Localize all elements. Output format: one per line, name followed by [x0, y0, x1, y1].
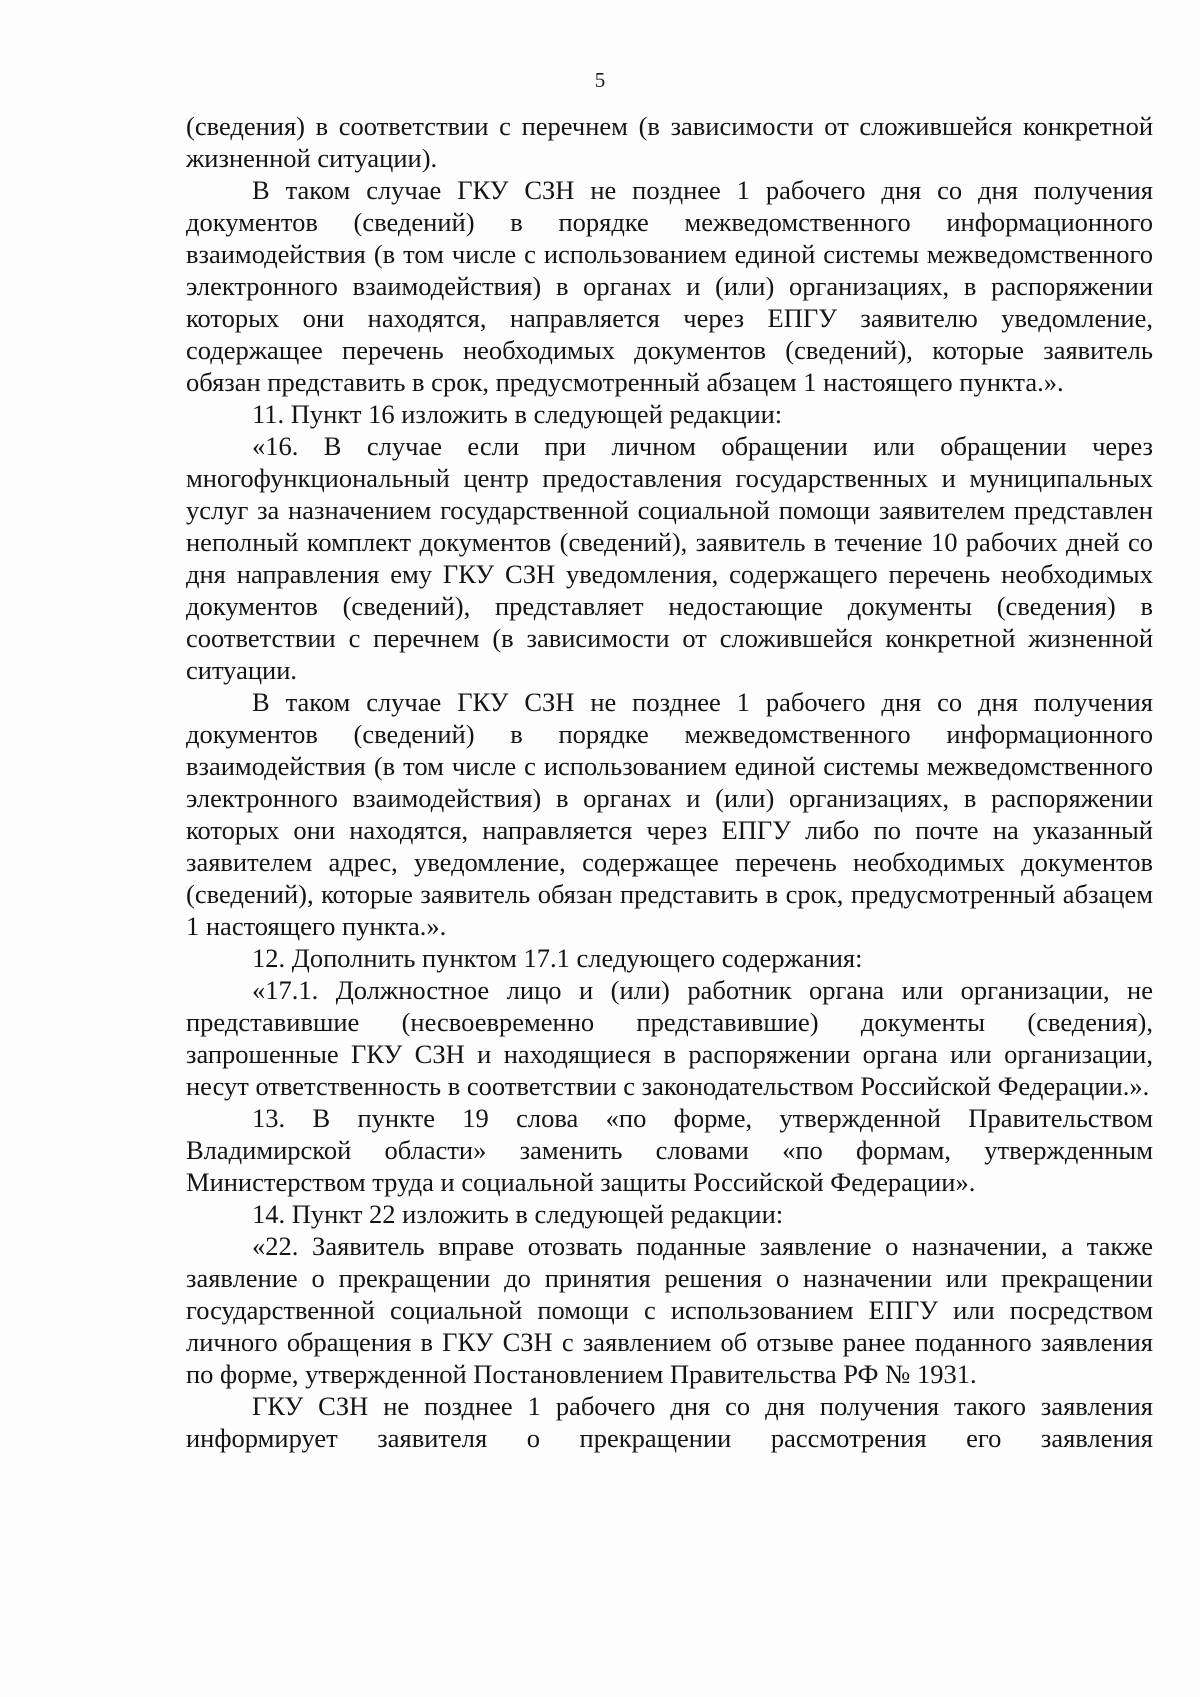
paragraph-p5: В таком случае ГКУ СЗН не позднее 1 рабочего дня со дня получения документов (сведений) в порядке межведомственного информационного взаимодействия (в том числе с использованием единой системы межведомственного электронного взаимодействия) в органах и (или) организациях, в распоряжении которых они находятся, направляется через ЕПГУ либо по почте на указанный заявителем адрес, уведомление, содержащее перечень необходимых документов (сведений), которые заявитель обязан представить в срок, предусмотренный абзацем 1 настоящего пункта.».	[186, 687, 1153, 941]
paragraph-p2: В таком случае ГКУ СЗН не позднее 1 рабочего дня со дня получения документов (сведений) в порядке межведомственного информационного взаимодействия (в том числе с использованием единой системы межведомственного электронного взаимодействия) в органах и (или) организациях, в распоряжении которых они находятся, направляется через ЕПГУ заявителю уведомление, содержащее перечень необходимых документов (сведений), которые заявитель обязан представить в срок, предусмотренный абзацем 1 настоящего пункта.».	[186, 175, 1153, 397]
paragraph-p10: «22. Заявитель вправе отозвать поданные заявление о назначении, а также заявление о прекращении до принятия решения о назначении или прекращении государственной социальной помощи с использованием ЕПГУ или посредством личного обращения в ГКУ СЗН с заявлением об отзыве ранее поданного заявления по форме, утвержденной Постановлением Правительства РФ № 1931.	[186, 1231, 1153, 1389]
paragraph-p8: 13. В пункте 19 слова «по форме, утвержденной Правительством Владимирской области» заменить словами «по формам, утвержденным Министерством труда и социальной защиты Российской Федерации».	[186, 1103, 1153, 1197]
page-number: 5	[594, 68, 606, 92]
paragraph-p1: (сведения) в соответствии с перечнем (в зависимости от сложившейся конкретной жизненной ситуации).	[186, 111, 1153, 173]
document-body	[186, 110, 1153, 1454]
paragraph-p3: 11. Пункт 16 изложить в следующей редакции:	[252, 399, 783, 429]
paragraph-p4: «16. В случае если при личном обращении или обращении через многофункциональный центр предоставления государственных и муниципальных услуг за назначением государственной социальной помощи заявителем представлен неполный комплект документов (сведений), заявитель в течение 10 рабочих дней со дня направления ему ГКУ СЗН уведомления, содержащего перечень необходимых документов (сведений), представляет недостающие документы (сведения) в соответствии с перечнем (в зависимости от сложившейся конкретной жизненной ситуации.	[186, 431, 1153, 685]
paragraph-p11: ГКУ СЗН не позднее 1 рабочего дня со дня получения такого заявления информирует заявителя о прекращении рассмотрения его заявления	[186, 1391, 1153, 1453]
paragraph-p6: 12. Дополнить пунктом 17.1 следующего содержания:	[252, 943, 863, 973]
paragraph-p9: 14. Пункт 22 изложить в следующей редакции:	[252, 1199, 784, 1229]
paragraph-p7: «17.1. Должностное лицо и (или) работник органа или организации, не представившие (несвоевременно представившие) документы (сведения), запрошенные ГКУ СЗН и находящиеся в распоряжении органа или организации, несут ответственность в соответствии с законодательством Российской Федерации.».	[186, 975, 1153, 1101]
